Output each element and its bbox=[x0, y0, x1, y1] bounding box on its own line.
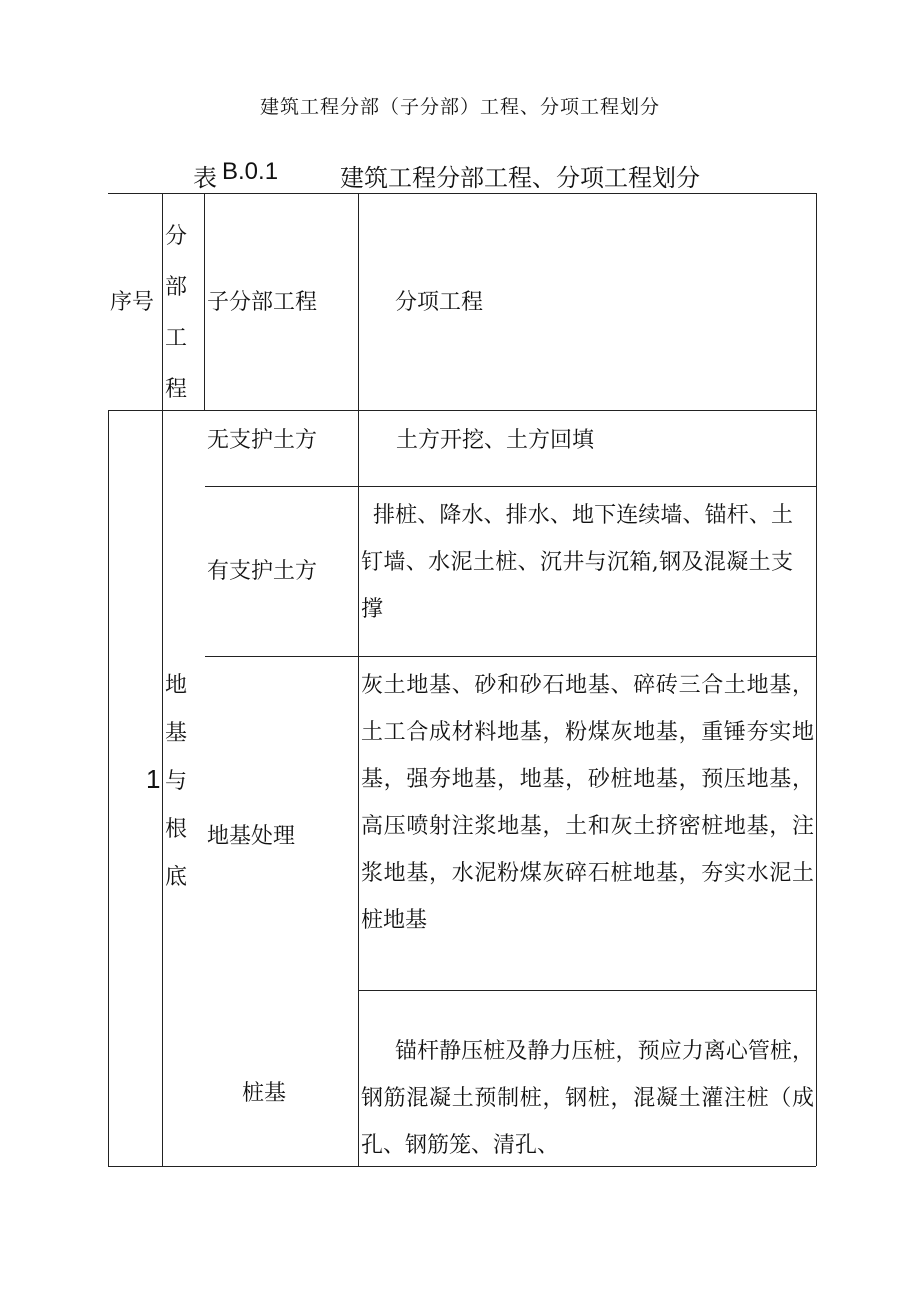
table-caption-prefix: 表 bbox=[193, 164, 217, 192]
row-division-char: 基 bbox=[164, 721, 187, 746]
column-divider bbox=[204, 193, 205, 410]
row-division-char: 底 bbox=[164, 865, 187, 890]
header-seq: 序号 bbox=[110, 290, 155, 315]
table-caption-code: B.0.1 bbox=[222, 158, 279, 185]
row-division-char: 根 bbox=[164, 817, 187, 842]
table-left-border bbox=[108, 410, 109, 1166]
header-division-char: 分 bbox=[164, 224, 187, 249]
row-divider bbox=[358, 990, 816, 991]
header-items: 分项工程 bbox=[395, 290, 484, 315]
row-divider bbox=[205, 486, 816, 487]
header-bottom-border bbox=[108, 410, 816, 411]
item-list: 土方开挖、土方回填 bbox=[396, 428, 595, 453]
item-list: 灰土地基、砂和砂石地基、碎砖三合土地基，土工合成材料地基，粉煤灰地基，重锤夯实地基，强夯地基，地基，砂桩地基，预压地基，高压喷射注浆地基，土和灰土挤密桩地基，注浆地基，水泥粉煤灰碎石桩地基，夯实水泥土桩地基 bbox=[361, 673, 814, 933]
header-division bbox=[163, 211, 189, 415]
subdivision-name: 地基处理 bbox=[207, 824, 296, 849]
row-division-char: 与 bbox=[164, 769, 187, 794]
table-right-border bbox=[816, 193, 817, 1166]
row-seq-number: 1 bbox=[146, 764, 161, 794]
item-list: 锚杆静压桩及静力压桩，预应力离心管桩，钢筋混凝土预制桩，钢桩，混凝土灌注桩（成孔、钢筋笼、清孔、 bbox=[361, 1039, 814, 1158]
subdivision-name: 桩基 bbox=[242, 1081, 287, 1106]
table-top-border bbox=[108, 193, 816, 194]
column-divider bbox=[358, 193, 359, 1166]
header-subdivision: 子分部工程 bbox=[207, 290, 318, 315]
table-caption-name: 建筑工程分部工程、分项工程划分 bbox=[340, 164, 700, 192]
row-divider bbox=[205, 656, 816, 657]
subdivision-name: 无支护土方 bbox=[207, 428, 318, 453]
header-division-char: 部 bbox=[164, 275, 187, 300]
row-division-char: 地 bbox=[164, 673, 187, 698]
header-division-char: 工 bbox=[164, 326, 187, 351]
item-list: 排桩、降水、排水、地下连续墙、锚杆、土钉墙、水泥土桩、沉井与沉箱,钢及混凝土支撑 bbox=[361, 503, 793, 622]
subdivision-name: 有支护土方 bbox=[207, 559, 318, 584]
document-title: 建筑工程分部（子分部）工程、分项工程划分 bbox=[259, 96, 660, 118]
row-division bbox=[163, 662, 189, 902]
header-division-char: 程 bbox=[164, 377, 187, 402]
